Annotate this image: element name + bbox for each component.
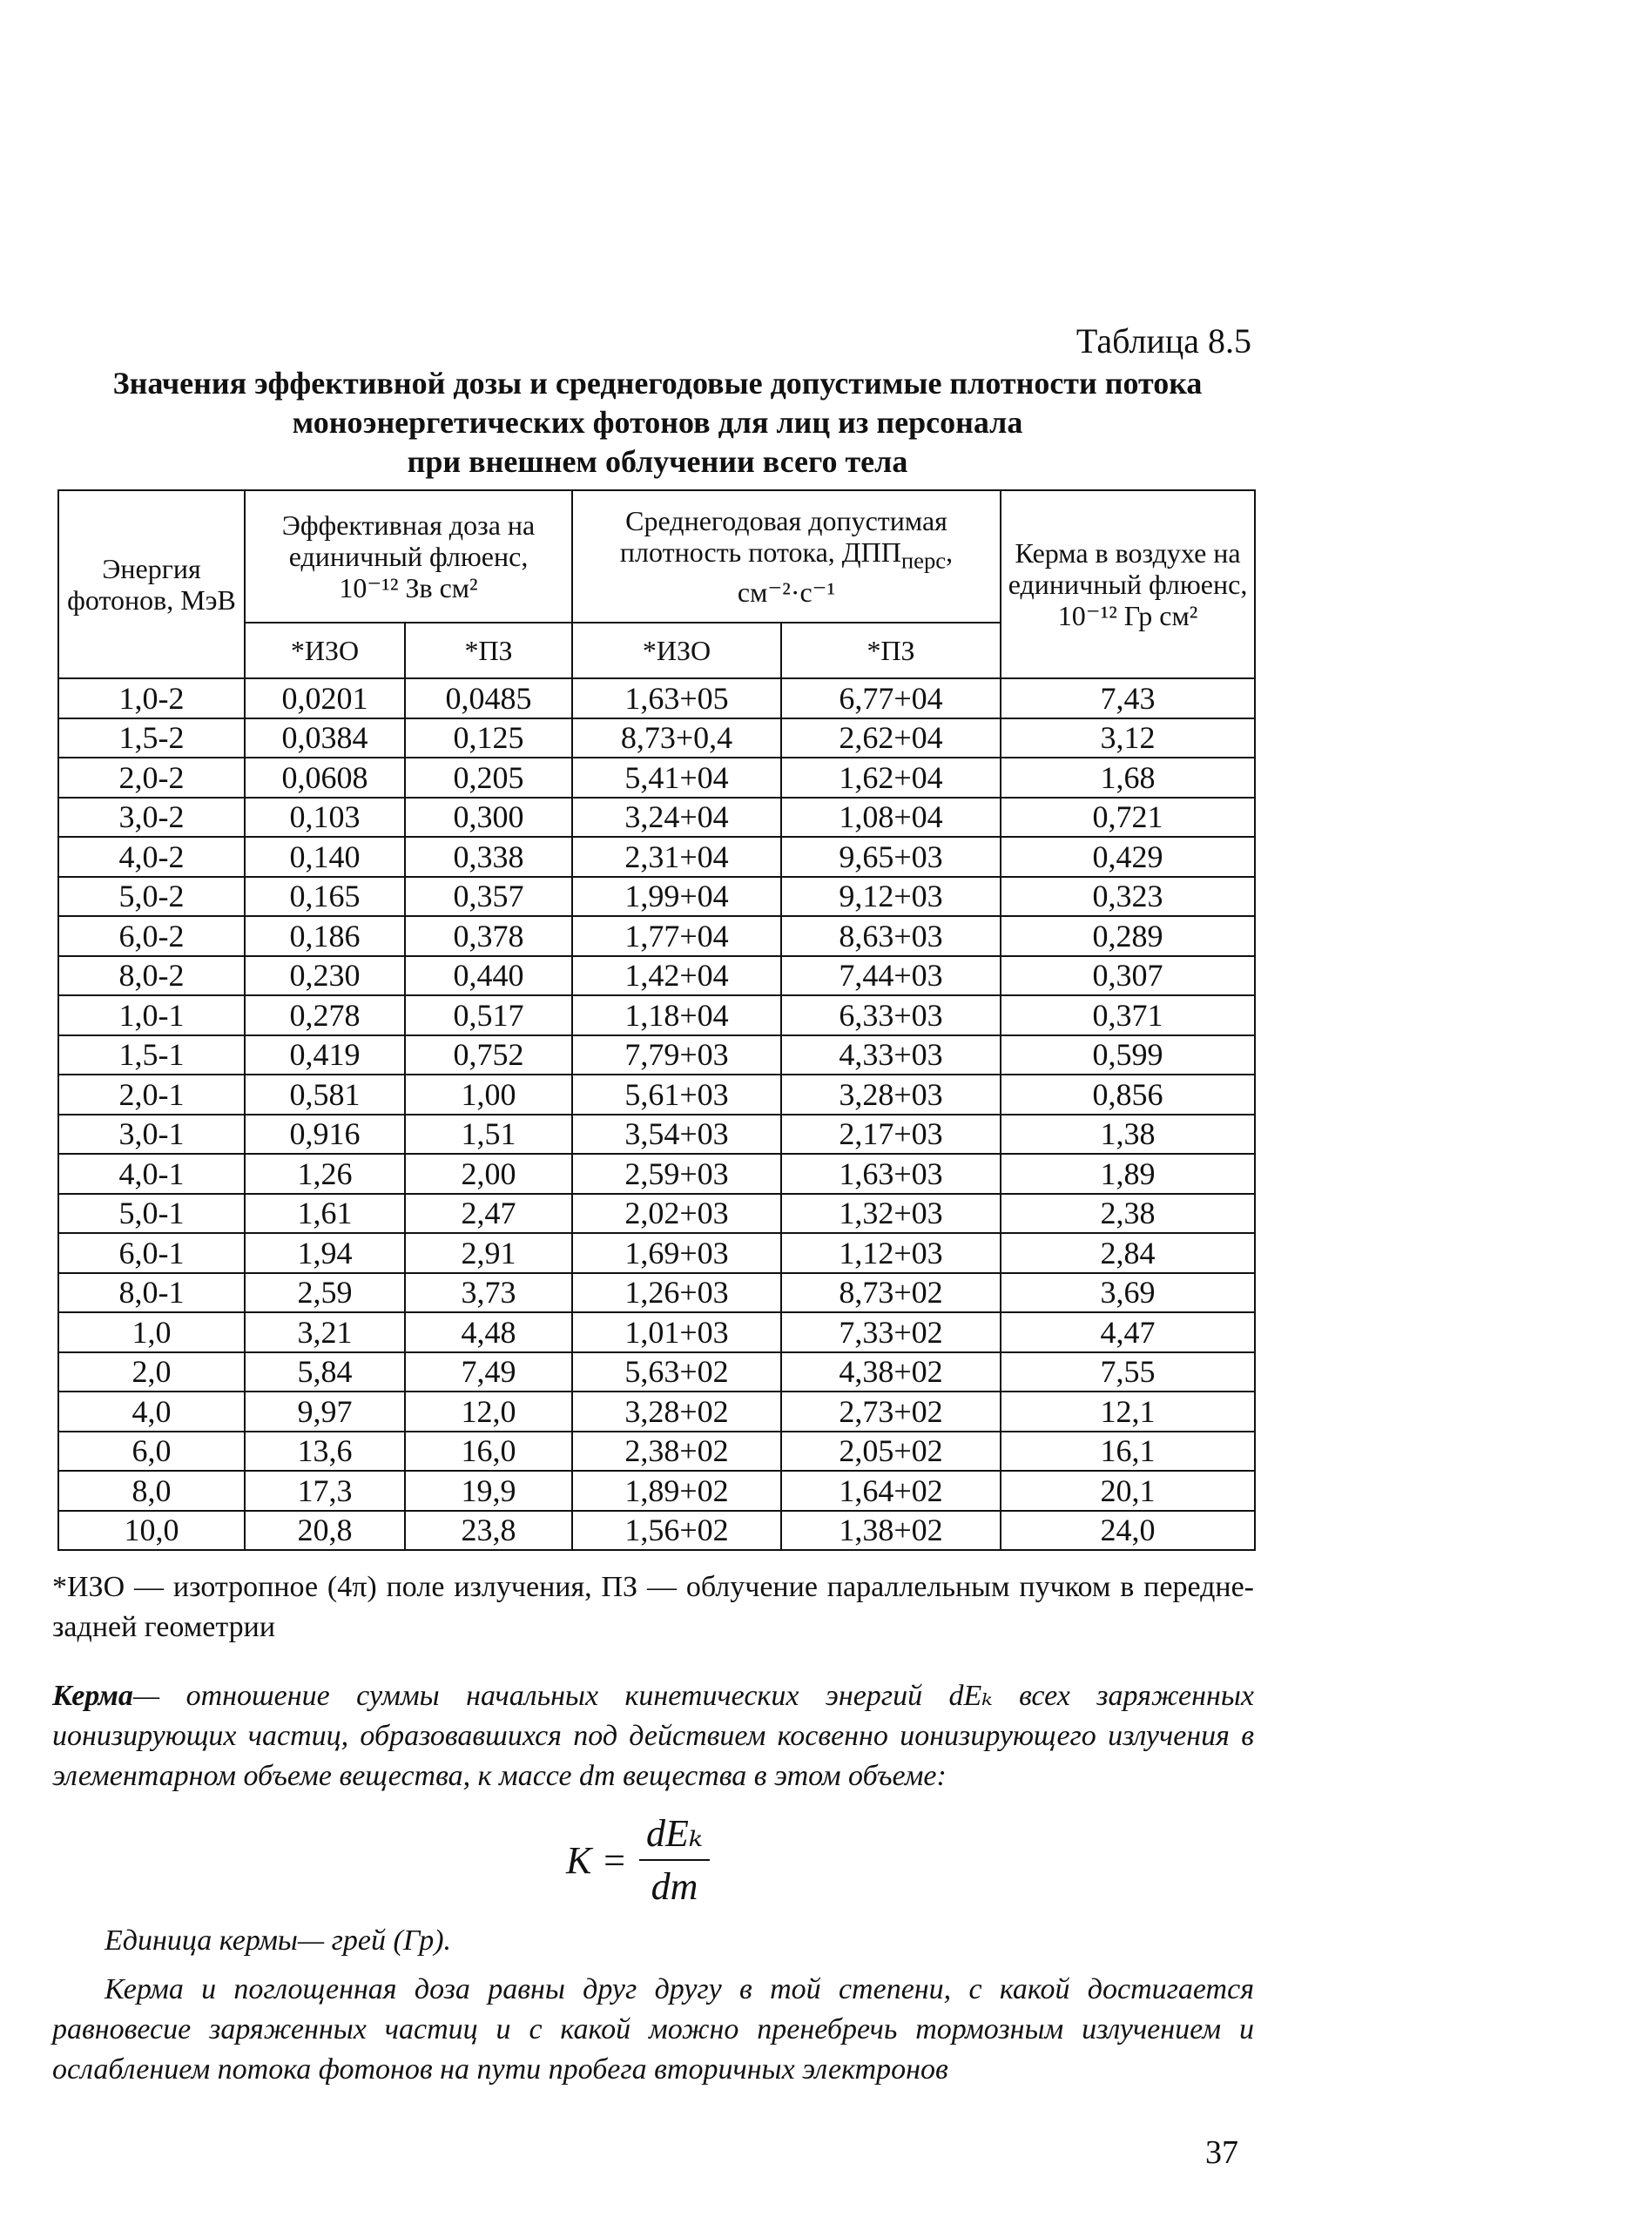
cell-dose-izo: 5,84 — [245, 1352, 405, 1392]
cell-dose-pz: 0,0485 — [405, 678, 572, 718]
cell-kerma: 20,1 — [1001, 1471, 1255, 1511]
cell-energy: 6,0-2 — [58, 916, 245, 956]
cell-kerma: 7,55 — [1001, 1352, 1255, 1392]
cell-dose-izo: 0,419 — [245, 1035, 405, 1075]
cell-flux-pz: 1,12+03 — [781, 1233, 1001, 1273]
cell-dose-izo: 0,103 — [245, 798, 405, 838]
table-row — [58, 877, 1255, 917]
cell-energy: 1,0-1 — [58, 995, 245, 1035]
cell-dose-pz: 1,00 — [405, 1075, 572, 1115]
cell-flux-pz: 1,64+02 — [781, 1471, 1001, 1511]
table-row — [58, 1194, 1255, 1234]
cell-energy: 8,0-1 — [58, 1273, 245, 1313]
table-title — [52, 364, 1263, 482]
cell-dose-izo: 3,21 — [245, 1312, 405, 1352]
cell-energy: 5,0-2 — [58, 877, 245, 917]
cell-energy: 4,0-1 — [58, 1154, 245, 1194]
kerma-definition — [52, 1676, 1254, 1796]
cell-kerma: 0,721 — [1001, 798, 1255, 838]
cell-dose-izo: 0,278 — [245, 995, 405, 1035]
formula-numerator: dEₖ — [639, 1811, 710, 1861]
table-row — [58, 758, 1255, 798]
cell-flux-pz: 1,32+03 — [781, 1194, 1001, 1234]
cell-kerma: 0,371 — [1001, 995, 1255, 1035]
cell-dose-pz: 23,8 — [405, 1511, 572, 1551]
cell-flux-pz: 2,17+03 — [781, 1115, 1001, 1155]
header-flux-sub: перс — [900, 547, 947, 574]
cell-flux-pz: 2,62+04 — [781, 718, 1001, 758]
header-kerma-unit: 10⁻¹² Гр см² — [1057, 600, 1198, 631]
cell-energy: 2,0-1 — [58, 1075, 245, 1115]
page-number: 37 — [1205, 2134, 1238, 2171]
header-dose — [245, 490, 572, 623]
cell-flux-izo: 1,69+03 — [572, 1233, 781, 1273]
cell-dose-pz: 7,49 — [405, 1352, 572, 1392]
cell-energy: 10,0 — [58, 1511, 245, 1551]
table-row — [58, 995, 1255, 1035]
subheader-dose-pz: *ПЗ — [405, 623, 572, 678]
table-row — [58, 837, 1255, 877]
table-row — [58, 798, 1255, 838]
cell-energy: 5,0-1 — [58, 1194, 245, 1234]
cell-dose-izo: 0,916 — [245, 1115, 405, 1155]
table-row — [58, 1233, 1255, 1273]
cell-flux-izo: 1,18+04 — [572, 995, 781, 1035]
table-row — [58, 1035, 1255, 1075]
formula-fraction — [639, 1811, 710, 1909]
header-kerma — [1001, 490, 1255, 678]
cell-kerma: 12,1 — [1001, 1392, 1255, 1432]
cell-energy: 8,0-2 — [58, 956, 245, 996]
cell-kerma: 0,599 — [1001, 1035, 1255, 1075]
cell-dose-izo: 1,61 — [245, 1194, 405, 1234]
table-row — [58, 718, 1255, 758]
table-row — [58, 1115, 1255, 1155]
cell-flux-izo: 8,73+0,4 — [572, 718, 781, 758]
cell-flux-pz: 9,65+03 — [781, 837, 1001, 877]
cell-dose-izo: 0,140 — [245, 837, 405, 877]
cell-flux-pz: 4,38+02 — [781, 1352, 1001, 1392]
table-row — [58, 1511, 1255, 1551]
cell-dose-pz: 0,517 — [405, 995, 572, 1035]
cell-flux-pz: 1,08+04 — [781, 798, 1001, 838]
cell-energy: 8,0 — [58, 1471, 245, 1511]
cell-energy: 4,0 — [58, 1392, 245, 1432]
cell-dose-izo: 20,8 — [245, 1511, 405, 1551]
cell-flux-pz: 4,33+03 — [781, 1035, 1001, 1075]
cell-flux-izo: 5,63+02 — [572, 1352, 781, 1392]
cell-kerma: 1,68 — [1001, 758, 1255, 798]
cell-flux-izo: 2,02+03 — [572, 1194, 781, 1234]
cell-flux-pz: 6,33+03 — [781, 995, 1001, 1035]
cell-dose-izo: 0,165 — [245, 877, 405, 917]
title-line-1: Значения эффективной дозы и среднегодовые допустимые плотности потока — [112, 366, 1203, 401]
cell-flux-izo: 3,28+02 — [572, 1392, 781, 1432]
cell-energy: 4,0-2 — [58, 837, 245, 877]
cell-flux-izo: 2,59+03 — [572, 1154, 781, 1194]
definition-term: Керма — [52, 1680, 133, 1712]
cell-dose-izo: 0,230 — [245, 956, 405, 996]
cell-kerma: 3,12 — [1001, 718, 1255, 758]
cell-energy: 6,0 — [58, 1432, 245, 1472]
table-row — [58, 1352, 1255, 1392]
cell-energy: 1,0-2 — [58, 678, 245, 718]
subheader-dose-izo: *ИЗО — [245, 623, 405, 678]
cell-flux-izo: 5,61+03 — [572, 1075, 781, 1115]
cell-dose-pz: 3,73 — [405, 1273, 572, 1313]
cell-dose-pz: 19,9 — [405, 1471, 572, 1511]
cell-kerma: 7,43 — [1001, 678, 1255, 718]
cell-flux-izo: 3,24+04 — [572, 798, 781, 838]
cell-flux-izo: 2,38+02 — [572, 1432, 781, 1472]
cell-energy: 1,0 — [58, 1312, 245, 1352]
cell-flux-pz: 7,33+02 — [781, 1312, 1001, 1352]
cell-dose-pz: 0,357 — [405, 877, 572, 917]
cell-dose-pz: 0,205 — [405, 758, 572, 798]
header-flux-text: Среднегодовая допустимая плотность потока, ДПП — [619, 505, 947, 569]
kerma-paragraph: Керма и поглощенная доза равны друг другу в той степени, с какой достигается равновесие заряженных частиц и с какой можно пренебречь тормозным излучением и ослаблением потока фотонов на пути пробега вторичных электронов — [52, 1973, 1254, 2086]
cell-kerma: 24,0 — [1001, 1511, 1255, 1551]
table-row — [58, 1392, 1255, 1432]
table-footnote: *ИЗО — изотропное (4π) поле излучения, ПЗ — облучение параллельным пучком в передне-задней геометрии — [52, 1571, 1254, 1643]
table-row — [58, 1432, 1255, 1472]
cell-dose-izo: 0,0201 — [245, 678, 405, 718]
cell-flux-pz: 6,77+04 — [781, 678, 1001, 718]
cell-dose-pz: 0,440 — [405, 956, 572, 996]
cell-flux-izo: 1,89+02 — [572, 1471, 781, 1511]
cell-dose-pz: 0,378 — [405, 916, 572, 956]
header-dose-unit: 10⁻¹² Зв см² — [339, 572, 478, 603]
table-row — [58, 678, 1255, 718]
cell-dose-izo: 1,94 — [245, 1233, 405, 1273]
table-row — [58, 1312, 1255, 1352]
cell-dose-pz: 4,48 — [405, 1312, 572, 1352]
cell-energy: 2,0 — [58, 1352, 245, 1392]
cell-flux-izo: 2,31+04 — [572, 837, 781, 877]
table-body — [58, 678, 1255, 1550]
cell-dose-pz: 2,00 — [405, 1154, 572, 1194]
kerma-unit-line: Единица кермы— грей (Гр). — [105, 1924, 452, 1957]
cell-flux-izo: 1,42+04 — [572, 956, 781, 996]
cell-dose-pz: 16,0 — [405, 1432, 572, 1472]
cell-flux-izo: 7,79+03 — [572, 1035, 781, 1075]
table-row — [58, 1075, 1255, 1115]
title-line-2: моноэнергетических фотонов для лиц из персонала — [292, 405, 1023, 440]
cell-flux-izo: 5,41+04 — [572, 758, 781, 798]
cell-flux-pz: 8,63+03 — [781, 916, 1001, 956]
cell-dose-pz: 2,91 — [405, 1233, 572, 1273]
title-line-3: при внешнем облучении всего тела — [407, 444, 908, 479]
cell-kerma: 0,429 — [1001, 837, 1255, 877]
definition-text: — отношение суммы начальных кинетических энергий dEₖ всех заряженных ионизирующих частиц, образовавшихся под действием косвенно ионизирующего излучения в элементарном объеме вещества, к массе dm вещества в этом объеме: — [52, 1680, 1254, 1792]
cell-dose-izo: 2,59 — [245, 1273, 405, 1313]
cell-dose-pz: 0,125 — [405, 718, 572, 758]
table-row — [58, 956, 1255, 996]
cell-dose-izo: 1,26 — [245, 1154, 405, 1194]
cell-dose-pz: 0,338 — [405, 837, 572, 877]
cell-dose-pz: 2,47 — [405, 1194, 572, 1234]
cell-kerma: 4,47 — [1001, 1312, 1255, 1352]
cell-dose-izo: 9,97 — [245, 1392, 405, 1432]
header-energy: Энергия фотонов, МэВ — [58, 490, 245, 678]
cell-energy: 2,0-2 — [58, 758, 245, 798]
cell-flux-pz: 2,05+02 — [781, 1432, 1001, 1472]
cell-flux-pz: 1,62+04 — [781, 758, 1001, 798]
cell-flux-pz: 2,73+02 — [781, 1392, 1001, 1432]
cell-energy: 1,5-2 — [58, 718, 245, 758]
cell-kerma: 0,289 — [1001, 916, 1255, 956]
cell-flux-pz: 9,12+03 — [781, 877, 1001, 917]
table-row — [58, 1273, 1255, 1313]
data-table — [57, 489, 1256, 1551]
table-row — [58, 1471, 1255, 1511]
cell-flux-izo: 3,54+03 — [572, 1115, 781, 1155]
cell-kerma: 0,307 — [1001, 956, 1255, 996]
formula-lhs: K = — [566, 1838, 628, 1882]
cell-dose-izo: 17,3 — [245, 1471, 405, 1511]
cell-flux-pz: 1,63+03 — [781, 1154, 1001, 1194]
cell-flux-izo: 1,26+03 — [572, 1273, 781, 1313]
cell-kerma: 1,38 — [1001, 1115, 1255, 1155]
cell-flux-izo: 1,77+04 — [572, 916, 781, 956]
header-dose-text: Эффективная доза на единичный флюенс, — [281, 509, 536, 572]
cell-flux-pz: 7,44+03 — [781, 956, 1001, 996]
cell-dose-pz: 0,752 — [405, 1035, 572, 1075]
cell-dose-izo: 13,6 — [245, 1432, 405, 1472]
cell-kerma: 0,856 — [1001, 1075, 1255, 1115]
cell-dose-izo: 0,581 — [245, 1075, 405, 1115]
cell-kerma: 3,69 — [1001, 1273, 1255, 1313]
cell-kerma: 1,89 — [1001, 1154, 1255, 1194]
cell-kerma: 16,1 — [1001, 1432, 1255, 1472]
table-row — [58, 916, 1255, 956]
header-kerma-text: Керма в воздухе на единичный флюенс, — [1008, 537, 1248, 600]
table-row — [58, 1154, 1255, 1194]
header-flux — [572, 490, 1001, 623]
kerma-formula — [566, 1811, 710, 1909]
cell-kerma: 0,323 — [1001, 877, 1255, 917]
cell-energy: 1,5-1 — [58, 1035, 245, 1075]
cell-energy: 3,0-1 — [58, 1115, 245, 1155]
cell-flux-pz: 3,28+03 — [781, 1075, 1001, 1115]
cell-flux-izo: 1,63+05 — [572, 678, 781, 718]
cell-flux-izo: 1,56+02 — [572, 1511, 781, 1551]
cell-energy: 6,0-1 — [58, 1233, 245, 1273]
cell-dose-izo: 0,186 — [245, 916, 405, 956]
formula-denominator: dm — [651, 1865, 698, 1908]
cell-kerma: 2,84 — [1001, 1233, 1255, 1273]
cell-dose-pz: 0,300 — [405, 798, 572, 838]
cell-dose-pz: 1,51 — [405, 1115, 572, 1155]
cell-dose-izo: 0,0608 — [245, 758, 405, 798]
cell-dose-izo: 0,0384 — [245, 718, 405, 758]
subheader-flux-pz: *ПЗ — [781, 623, 1001, 678]
cell-kerma: 2,38 — [1001, 1194, 1255, 1234]
cell-flux-izo: 1,01+03 — [572, 1312, 781, 1352]
table-number: Таблица 8.5 — [1075, 321, 1251, 361]
cell-energy: 3,0-2 — [58, 798, 245, 838]
header-flux-unit: , см⁻²·с⁻¹ — [737, 536, 954, 608]
cell-flux-pz: 1,38+02 — [781, 1511, 1001, 1551]
cell-flux-izo: 1,99+04 — [572, 877, 781, 917]
subheader-flux-izo: *ИЗО — [572, 623, 781, 678]
cell-flux-pz: 8,73+02 — [781, 1273, 1001, 1313]
cell-dose-pz: 12,0 — [405, 1392, 572, 1432]
